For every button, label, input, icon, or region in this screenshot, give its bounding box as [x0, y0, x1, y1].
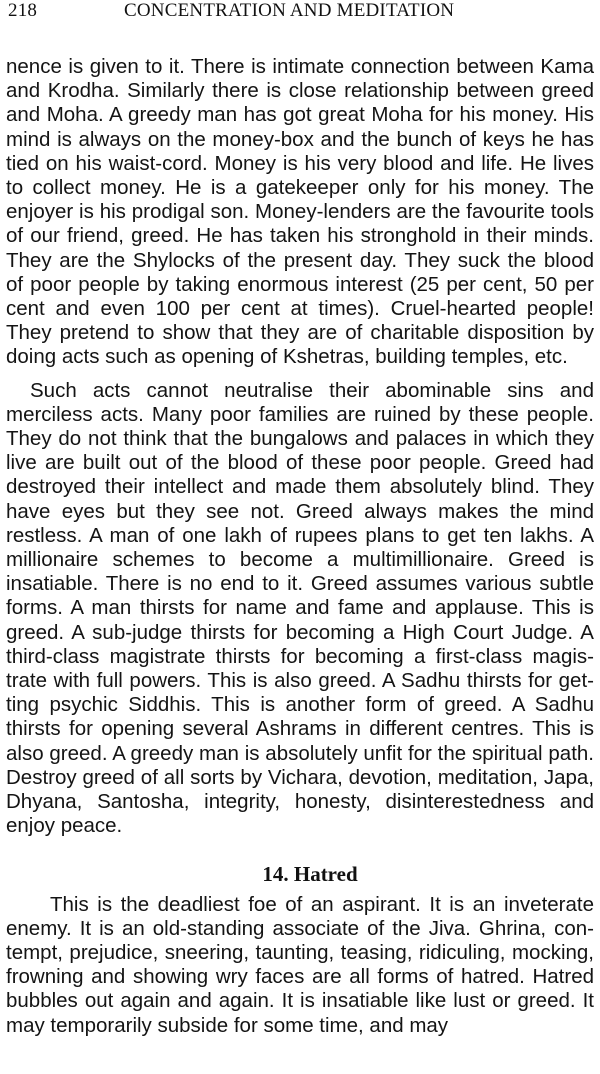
paragraph-hatred: This is the deadliest foe of an aspirant. It is an inveterate enemy. It is an old-standing associate of the Jiva. Ghrina, contempt, prejudice, sneering, taunting, teasing, ridiculing, mocking, frowning and showing wry faces are all forms of hatred. Hatred bubbles out again and again. It is insatiable like lust or greed. It may temporarily subside for some time, and may	[6, 892, 594, 1037]
running-title: CONCENTRATION AND MEDITATION	[124, 0, 455, 21]
section-heading-hatred: 14. Hatred	[262, 861, 358, 886]
paragraph-greed-continued: nence is given to it. There is intimate connection between Kama and Krodha. Similarly there is close relationship between greed and Moha. A greedy man has got great Moha for his money. His mind is always on the money-box and the bunch of keys he has tied on his waist-cord. Money is his very blood and life. He lives to collect money. He is a gatekeeper only for his money. The enjoyer is his prodigal son. Money-lenders are the favourite tools of our friend, greed. He has taken his stronghold in their minds. They are the Shylocks of the present day. They suck the blood of poor people by taking enormous interest (25 per cent, 50 per cent and even 100 per cent at times). Cruel-hearted people! They pretend to show that they are of charitable disposition by doing acts such as opening of Kshetras, building temples, etc.	[6, 55, 594, 369]
paragraph-greed-acts: Such acts cannot neutralise their abominable sins and merciless acts. Many poor families are ruined by these people. They do not think that the bungalows and palaces in which they live are built out of the blood of these poor people. Greed had destroyed their intellect and made them absolutely blind. They have eyes but they see not. Greed always makes the mind restless. A man of one lakh of rupees plans to get ten lakhs. A millionaire schemes to become a multimillionaire. Greed is insatiable. There is no end to it. Greed assumes various subtle forms. A man thirsts for name and fame and applause. This is greed. A sub-judge thirsts for becoming a High Court Judge. A third-class magistrate thirsts for becoming a first-class magistrate with full powers. This is also greed. A Sadhu thirsts for getting psychic Siddhis. This is another form of greed. A Sadhu thirsts for opening several Ashrams in different centres. This is also greed. A greedy man is absolutely unfit for the spiritual path. Destroy greed of all sorts by Vichara, devotion, meditation, Japa, Dhyana, Santosha, integrity, honesty, disinterestedness and enjoy peace.	[6, 378, 594, 838]
page-number: 218	[8, 0, 38, 21]
running-head	[6, 0, 594, 30]
